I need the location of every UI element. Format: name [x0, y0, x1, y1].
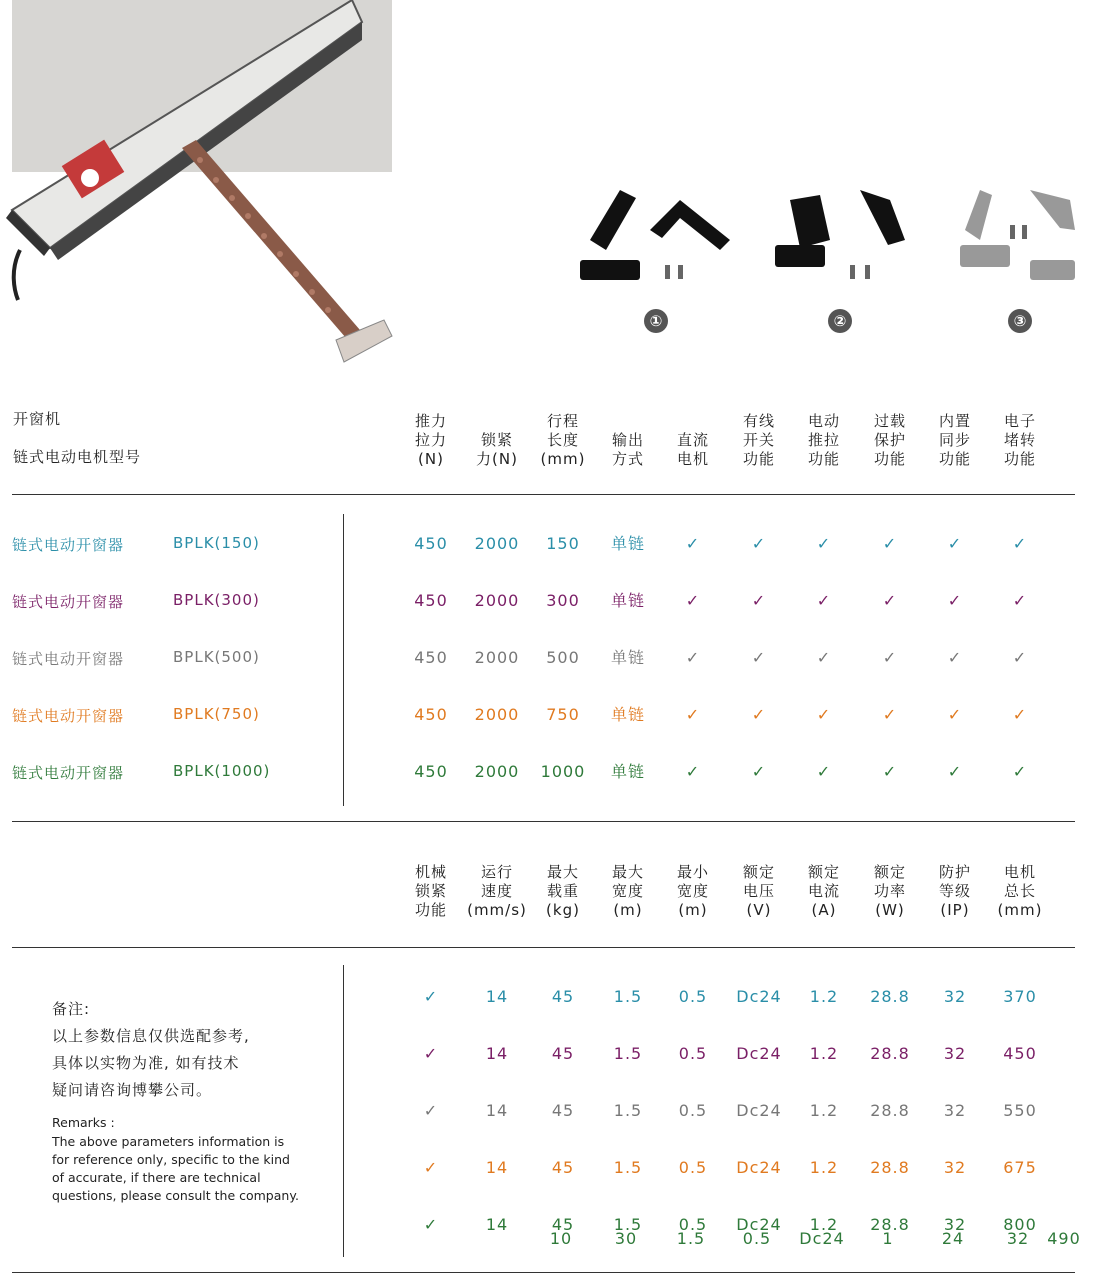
table-cell: ✓ [947, 591, 963, 610]
overflow-cell: 1.5 [676, 1229, 706, 1248]
table-cell: 0.5 [678, 1101, 708, 1120]
table-cell: ✓ [1012, 648, 1028, 667]
table-cell: ✓ [751, 705, 767, 724]
column-header: 机械 锁紧 功能 [414, 863, 447, 919]
table1-vertical-divider [343, 514, 344, 806]
column-header: 最大 载重 (kg) [546, 863, 580, 919]
table-cell: 1.5 [613, 1101, 643, 1120]
table-cell: 500 [546, 648, 580, 667]
table-cell: ✓ [947, 534, 963, 553]
column-header: 防护 等级 (IP) [938, 863, 971, 919]
table-cell: 45 [551, 987, 575, 1006]
table-cell: 32 [943, 1044, 967, 1063]
overflow-cell: 10 [549, 1229, 573, 1248]
table-cell: 300 [546, 591, 580, 610]
column-header: 电机 总长 (mm) [997, 863, 1043, 919]
column-header: 有线 开关 功能 [742, 412, 775, 468]
table-cell: ✓ [882, 705, 898, 724]
table-cell: 单链 [610, 705, 645, 724]
overflow-cell: 0.5 [742, 1229, 772, 1248]
table-cell: 450 [414, 534, 448, 553]
row-product-name: 链式电动开窗器 [12, 764, 125, 782]
table-cell: 单链 [610, 762, 645, 781]
table-cell: 800 [1003, 1215, 1037, 1234]
table-cell: 28.8 [870, 1215, 910, 1234]
remarks-cn-title: 备注: [52, 1000, 91, 1018]
table-cell: ✓ [816, 762, 832, 781]
table-cell: ✓ [816, 705, 832, 724]
table-cell: 0.5 [678, 1044, 708, 1063]
table2-vertical-divider [343, 965, 344, 1257]
accessory-label-1: ① [644, 309, 668, 333]
column-header: 额定 功率 (W) [873, 863, 906, 919]
row-model: BPLK(150) [173, 534, 260, 552]
row-product-name: 链式电动开窗器 [12, 593, 125, 611]
table-cell: ✓ [947, 705, 963, 724]
table-cell: ✓ [816, 534, 832, 553]
table-cell: 1.2 [809, 987, 839, 1006]
table-cell: Dc24 [736, 1044, 782, 1063]
table-cell: 450 [414, 705, 448, 724]
table-cell: Dc24 [736, 1215, 782, 1234]
row-model: BPLK(300) [173, 591, 260, 609]
table-cell: 45 [551, 1101, 575, 1120]
table-cell: ✓ [751, 762, 767, 781]
table-cell: 32 [943, 987, 967, 1006]
accessory-label-2: ② [828, 309, 852, 333]
table-cell: 28.8 [870, 1101, 910, 1120]
overflow-cell: 30 [614, 1229, 638, 1248]
table-cell: 2000 [474, 534, 520, 553]
table-cell: ✓ [816, 648, 832, 667]
row-product-name: 链式电动开窗器 [12, 536, 125, 554]
table-cell: ✓ [947, 648, 963, 667]
overflow-cell: Dc24 [799, 1229, 845, 1248]
table-cell: 370 [1003, 987, 1037, 1006]
table-cell: ✓ [685, 591, 701, 610]
table-cell: 1.5 [613, 1215, 643, 1234]
table-cell: ✓ [1012, 591, 1028, 610]
column-header: 直流 电机 [676, 431, 709, 468]
table-cell: ✓ [882, 648, 898, 667]
table-cell: 14 [485, 1101, 509, 1120]
table-cell: 750 [546, 705, 580, 724]
table-cell: 单链 [610, 648, 645, 667]
table-cell: 550 [1003, 1101, 1037, 1120]
table-cell: 14 [485, 1215, 509, 1234]
overflow-cell: 32 [1006, 1229, 1030, 1248]
column-header: 电子 堵转 功能 [1003, 412, 1036, 468]
table-cell: 28.8 [870, 1044, 910, 1063]
table-cell: 450 [414, 591, 448, 610]
table-cell: ✓ [1012, 762, 1028, 781]
table-cell: ✓ [947, 762, 963, 781]
column-header: 运行 速度 (mm/s) [467, 863, 527, 919]
column-header: 内置 同步 功能 [938, 412, 971, 468]
table-cell: 2000 [474, 648, 520, 667]
column-header: 输出 方式 [611, 431, 644, 468]
row-model: BPLK(1000) [173, 762, 271, 780]
overflow-cell: 24 [941, 1229, 965, 1248]
table1-bottom-divider [12, 821, 1075, 822]
column-header: 额定 电流 (A) [807, 863, 840, 919]
table-cell: 1.2 [809, 1101, 839, 1120]
table-cell: 14 [485, 987, 509, 1006]
model-heading: 链式电动电机型号 [13, 448, 142, 466]
remarks-cn-line-1: 以上参数信息仅供选配参考, [52, 1027, 250, 1045]
table-cell: 0.5 [678, 1158, 708, 1177]
remarks-en-text: The above parameters information is for reference only, specific to the kind of accurate, if there are technical questions, please consult the company. [52, 1134, 299, 1203]
remarks-cn-line-2: 具体以实物为准, 如有技术 [52, 1054, 240, 1072]
table-cell: 450 [414, 648, 448, 667]
column-header: 最小 宽度 (m) [676, 863, 709, 919]
bracket-accessories-photo [570, 170, 1090, 310]
table-cell: ✓ [882, 762, 898, 781]
column-header: 推力 拉力 (N) [414, 412, 447, 468]
table-cell: 28.8 [870, 987, 910, 1006]
table-cell: 14 [485, 1158, 509, 1177]
table-cell: 28.8 [870, 1158, 910, 1177]
table-cell: 45 [551, 1158, 575, 1177]
table-cell: 32 [943, 1215, 967, 1234]
table-cell: 单链 [610, 591, 645, 610]
table-cell: 32 [943, 1101, 967, 1120]
table-cell: ✓ [751, 591, 767, 610]
table-cell: ✓ [685, 648, 701, 667]
column-header: 锁紧 力(N) [476, 431, 518, 468]
table-cell: ✓ [423, 1215, 439, 1234]
column-header: 电动 推拉 功能 [807, 412, 840, 468]
table-cell: ✓ [685, 705, 701, 724]
table-cell: ✓ [882, 591, 898, 610]
table-cell: ✓ [1012, 534, 1028, 553]
row-model: BPLK(500) [173, 648, 260, 666]
table-cell: ✓ [1012, 705, 1028, 724]
table-cell: ✓ [423, 1044, 439, 1063]
table-cell: ✓ [685, 762, 701, 781]
table2-bottom-divider [12, 1272, 1075, 1273]
table-cell: ✓ [423, 987, 439, 1006]
column-header: 额定 电压 (V) [742, 863, 775, 919]
table-cell: 150 [546, 534, 580, 553]
row-product-name: 链式电动开窗器 [12, 650, 125, 668]
table-cell: 450 [414, 762, 448, 781]
table-cell: 675 [1003, 1158, 1037, 1177]
table-cell: ✓ [423, 1101, 439, 1120]
product-category-title: 开窗机 [13, 410, 62, 428]
column-header: 过载 保护 功能 [873, 412, 906, 468]
accessory-label-3: ③ [1008, 309, 1032, 333]
table-cell: 1000 [540, 762, 586, 781]
column-header: 最大 宽度 (m) [611, 863, 644, 919]
remarks-en-title: Remarks : [52, 1115, 115, 1130]
table-cell: ✓ [816, 591, 832, 610]
table-cell: Dc24 [736, 1101, 782, 1120]
table2-header-divider [12, 947, 1075, 948]
table-cell: ✓ [751, 534, 767, 553]
overflow-cell: 1 [882, 1229, 894, 1248]
table-cell: 1.5 [613, 1158, 643, 1177]
table-cell: 1.2 [809, 1215, 839, 1234]
remarks-cn-line-3: 疑问请咨询博攀公司。 [52, 1081, 213, 1099]
table-cell: ✓ [685, 534, 701, 553]
table-cell: 单链 [610, 534, 645, 553]
table-cell: ✓ [751, 648, 767, 667]
table-cell: 0.5 [678, 1215, 708, 1234]
table-cell: 450 [1003, 1044, 1037, 1063]
table-cell: Dc24 [736, 1158, 782, 1177]
table-cell: 32 [943, 1158, 967, 1177]
overflow-trailing-cell: 490 [1047, 1229, 1081, 1248]
table-cell: 1.5 [613, 987, 643, 1006]
table1-header-divider [12, 494, 1075, 495]
table-cell: 0.5 [678, 987, 708, 1006]
table-cell: 45 [551, 1044, 575, 1063]
table-cell: 14 [485, 1044, 509, 1063]
table-cell: 1.2 [809, 1158, 839, 1177]
table-cell: 2000 [474, 591, 520, 610]
table-cell: ✓ [423, 1158, 439, 1177]
table-cell: 1.5 [613, 1044, 643, 1063]
table-cell: 2000 [474, 705, 520, 724]
row-model: BPLK(750) [173, 705, 260, 723]
chain-actuator-photo [0, 0, 400, 370]
column-header: 行程 长度 (mm) [540, 412, 586, 468]
table-cell: 45 [551, 1215, 575, 1234]
row-product-name: 链式电动开窗器 [12, 707, 125, 725]
table-cell: Dc24 [736, 987, 782, 1006]
table-cell: 1.2 [809, 1044, 839, 1063]
table-cell: ✓ [882, 534, 898, 553]
table-cell: 2000 [474, 762, 520, 781]
